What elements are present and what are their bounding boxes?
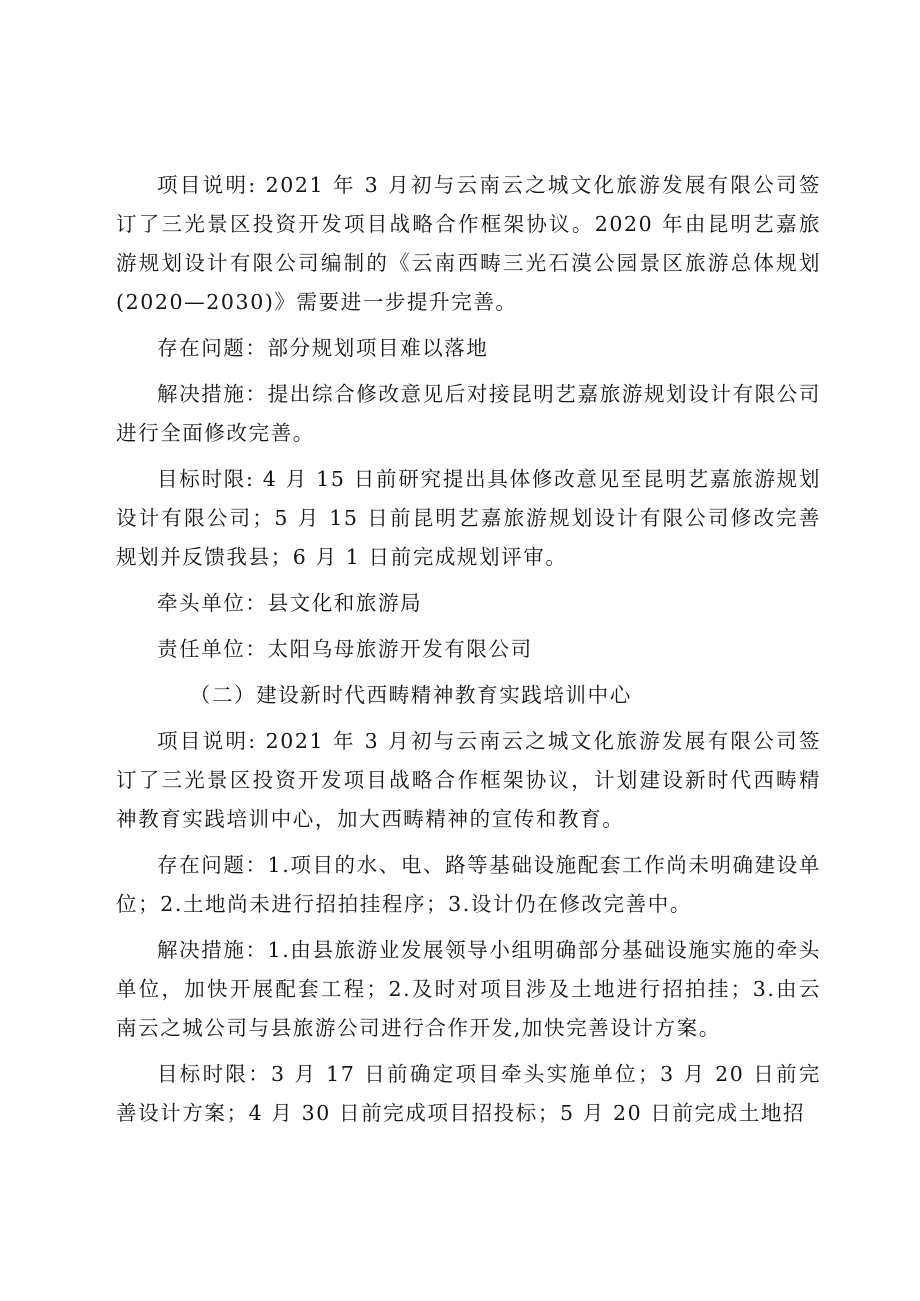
section-heading-2: （二）建设新时代西畴精神教育实践培训中心 (189, 683, 632, 707)
project-description-1: 项目说明: 2021 年 3 月初与云南云之城文化旅游发展有限公司签订了三光景区投资开发项目战略合作框架协议。2020 年由昆明艺嘉旅游规划设计有限公司编制的《云南西畴三光石漠公园景区旅游总体规划(2020—2030)》需要进一步提升完善。 (116, 173, 821, 314)
responsible-unit-1: 责任单位：太阳乌母旅游开发有限公司 (157, 637, 533, 661)
existing-problem-1: 存在问题：部分规划项目难以落地 (157, 336, 489, 360)
document-body (116, 166, 821, 1133)
solution-measures-2: 解决措施：1.由县旅游业发展领导小组明确部分基础设施实施的牵头单位，加快开展配套工程；2.及时对项目涉及土地进行招拍挂；3.由云南云之城公司与县旅游公司进行合作开发,加快完善设计方案。 (116, 938, 821, 1040)
lead-unit-1: 牵头单位：县文化和旅游局 (157, 591, 423, 615)
project-description-2: 项目说明: 2021 年 3 月初与云南云之城文化旅游发展有限公司签订了三光景区投资开发项目战略合作框架协议，计划建设新时代西畴精神教育实践培训中心，加大西畴精神的宣传和教育。 (116, 729, 821, 831)
solution-measures-1: 解决措施：提出综合修改意见后对接昆明艺嘉旅游规划设计有限公司进行全面修改完善。 (116, 382, 821, 445)
target-deadline-2: 目标时限：3 月 17 日前确定项目牵头实施单位；3 月 20 日前完善设计方案；4 月 30 日前完成项目招投标；5 月 20 日前完成土地招 (116, 1062, 821, 1125)
target-deadline-1: 目标时限: 4 月 15 日前研究提出具体修改意见至昆明艺嘉旅游规划设计有限公司；5 月 15 日前昆明艺嘉旅游规划设计有限公司修改完善规划并反馈我县；6 月 1 日前完成规划评审。 (116, 467, 821, 569)
existing-problem-2: 存在问题：1.项目的水、电、路等基础设施配套工作尚未明确建设单位；2.土地尚未进行招拍挂程序；3.设计仍在修改完善中。 (116, 853, 821, 916)
